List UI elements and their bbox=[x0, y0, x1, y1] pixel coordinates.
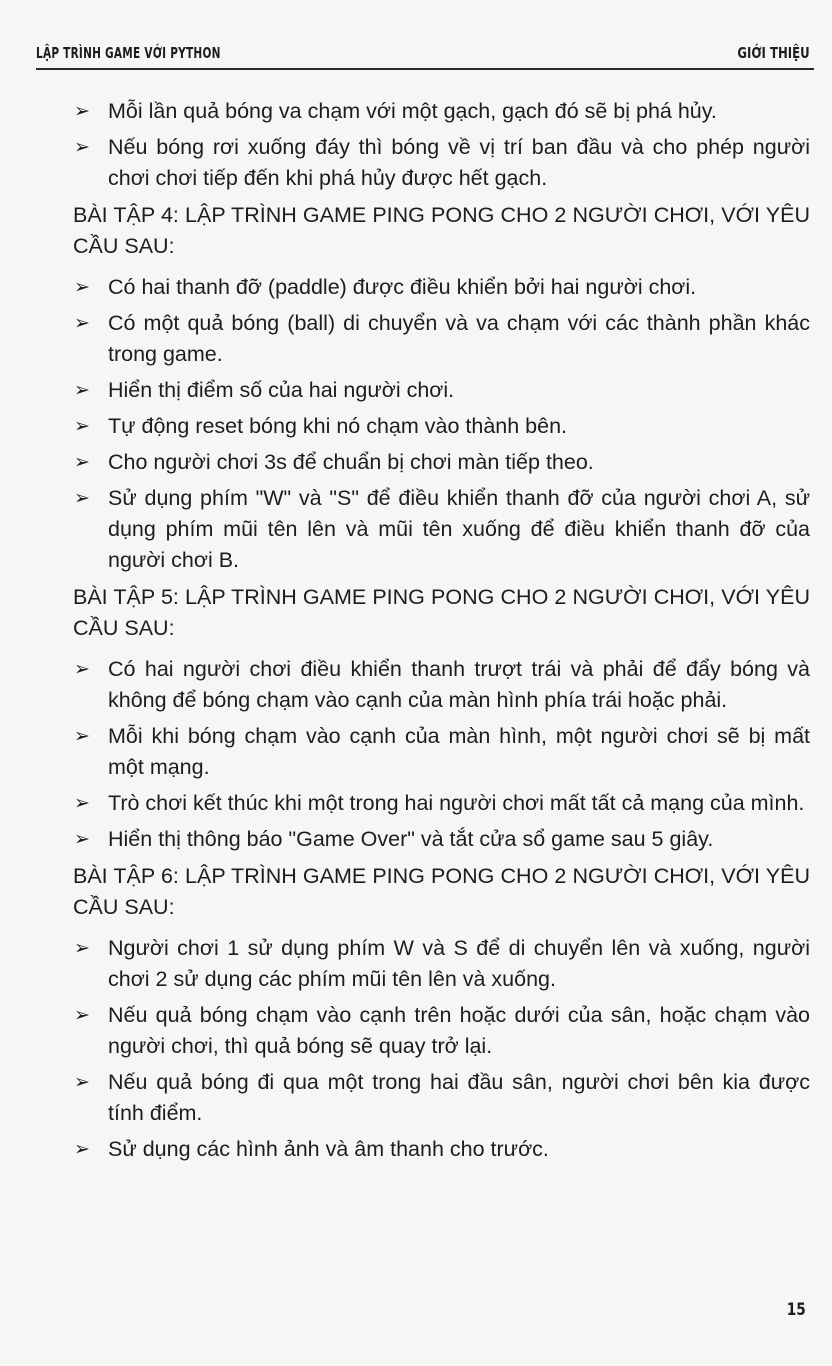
list-item bbox=[74, 447, 810, 478]
arrow-bullet-icon: ➢ bbox=[74, 488, 90, 509]
list-item bbox=[74, 308, 810, 370]
list-item bbox=[74, 375, 810, 406]
header-divider bbox=[36, 68, 814, 70]
list-item-text: Sử dụng phím "W" và "S" để điều khiển thanh đỡ của người chơi A, sử dụng phím mũi tên lên và mũi tên xuống để điều khiển thanh đỡ của người chơi B. bbox=[108, 486, 810, 572]
arrow-bullet-icon: ➢ bbox=[74, 416, 90, 437]
list-item-text: Tự động reset bóng khi nó chạm vào thành bên. bbox=[108, 414, 568, 438]
list-item-text: Có hai thanh đỡ (paddle) được điều khiển bởi hai người chơi. bbox=[108, 275, 697, 299]
running-header bbox=[36, 40, 810, 66]
arrow-bullet-icon: ➢ bbox=[74, 101, 90, 122]
list-item bbox=[74, 96, 810, 127]
list-item bbox=[74, 1134, 810, 1165]
arrow-bullet-icon: ➢ bbox=[74, 829, 90, 850]
arrow-bullet-icon: ➢ bbox=[74, 1005, 90, 1026]
list-item-text: Hiển thị thông báo "Game Over" và tắt cửa sổ game sau 5 giây. bbox=[108, 827, 714, 851]
list-item-text: Nếu quả bóng chạm vào cạnh trên hoặc dưới của sân, hoặc chạm vào người chơi, thì quả bóng sẽ quay trở lại. bbox=[108, 1003, 810, 1058]
arrow-bullet-icon: ➢ bbox=[74, 277, 90, 298]
exercise-heading: BÀI TẬP 4: LẬP TRÌNH GAME PING PONG CHO 2 NGƯỜI CHƠI, VỚI YÊU CẦU SAU: bbox=[73, 203, 810, 258]
arrow-bullet-icon: ➢ bbox=[74, 793, 90, 814]
arrow-bullet-icon: ➢ bbox=[74, 380, 90, 401]
list-item bbox=[74, 933, 810, 995]
section-title: GIỚI THIỆU bbox=[737, 44, 810, 62]
page-body bbox=[74, 96, 810, 1170]
arrow-bullet-icon: ➢ bbox=[74, 659, 90, 680]
arrow-bullet-icon: ➢ bbox=[74, 1139, 90, 1160]
list-item bbox=[74, 272, 810, 303]
arrow-bullet-icon: ➢ bbox=[74, 452, 90, 473]
list-item-text: Cho người chơi 3s để chuẩn bị chơi màn tiếp theo. bbox=[108, 450, 594, 474]
list-item-text: Mỗi khi bóng chạm vào cạnh của màn hình, một người chơi sẽ bị mất một mạng. bbox=[108, 724, 810, 779]
list-item bbox=[74, 824, 810, 855]
list-item-text: Sử dụng các hình ảnh và âm thanh cho trước. bbox=[108, 1137, 549, 1161]
list-item bbox=[74, 132, 810, 194]
list-item-text: Mỗi lần quả bóng va chạm với một gạch, gạch đó sẽ bị phá hủy. bbox=[108, 99, 717, 123]
arrow-bullet-icon: ➢ bbox=[74, 137, 90, 158]
book-title: LẬP TRÌNH GAME VỚI PYTHON bbox=[36, 44, 221, 62]
list-item bbox=[74, 483, 810, 576]
page-number: 15 bbox=[787, 1300, 806, 1320]
list-item bbox=[74, 1067, 810, 1129]
exercise-heading: BÀI TẬP 6: LẬP TRÌNH GAME PING PONG CHO 2 NGƯỜI CHƠI, VỚI YÊU CẦU SAU: bbox=[73, 864, 810, 919]
exercise-heading: BÀI TẬP 5: LẬP TRÌNH GAME PING PONG CHO 2 NGƯỜI CHƠI, VỚI YÊU CẦU SAU: bbox=[73, 585, 810, 640]
list-item bbox=[74, 788, 810, 819]
list-item bbox=[74, 1000, 810, 1062]
arrow-bullet-icon: ➢ bbox=[74, 1072, 90, 1093]
list-item-text: Hiển thị điểm số của hai người chơi. bbox=[108, 378, 455, 402]
list-item-text: Người chơi 1 sử dụng phím W và S để di chuyển lên và xuống, người chơi 2 sử dụng các phím mũi tên lên và xuống. bbox=[108, 936, 810, 991]
list-item bbox=[74, 411, 810, 442]
arrow-bullet-icon: ➢ bbox=[74, 313, 90, 334]
list-item-text: Có một quả bóng (ball) di chuyển và va chạm với các thành phần khác trong game. bbox=[108, 311, 810, 366]
list-item-text: Nếu bóng rơi xuống đáy thì bóng về vị trí ban đầu và cho phép người chơi chơi tiếp đến khi phá hủy được hết gạch. bbox=[108, 135, 810, 190]
list-item-text: Có hai người chơi điều khiển thanh trượt trái và phải để đẩy bóng và không để bóng chạm vào cạnh của màn hình phía trái hoặc phải. bbox=[108, 657, 810, 712]
list-item-text: Nếu quả bóng đi qua một trong hai đầu sân, người chơi bên kia được tính điểm. bbox=[108, 1070, 810, 1125]
list-item bbox=[74, 654, 810, 716]
list-item bbox=[74, 721, 810, 783]
arrow-bullet-icon: ➢ bbox=[74, 938, 90, 959]
arrow-bullet-icon: ➢ bbox=[74, 726, 90, 747]
list-item-text: Trò chơi kết thúc khi một trong hai người chơi mất tất cả mạng của mình. bbox=[108, 791, 805, 815]
